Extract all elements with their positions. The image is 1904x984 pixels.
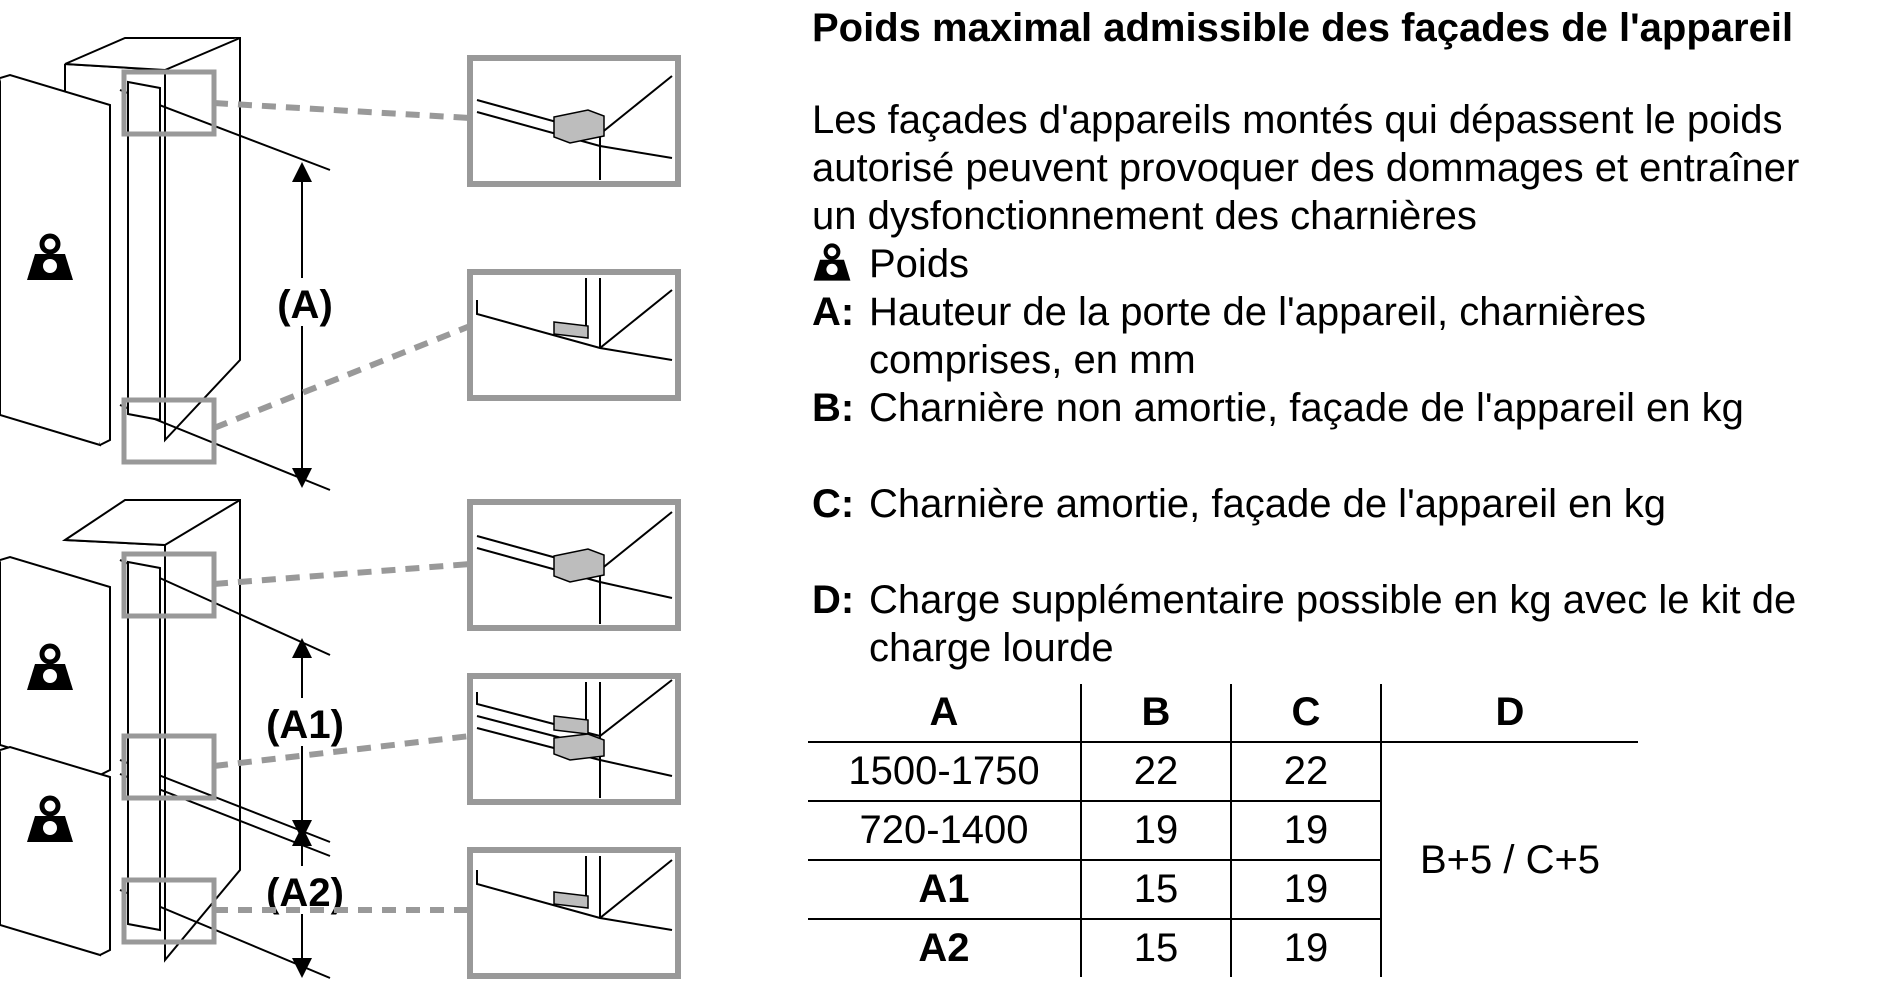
legend-weight [812,240,969,288]
legend-c-text: Charnière amortie, façade de l'appareil en kg [869,482,1666,526]
table-cell-c: 19 [1231,801,1381,860]
legend-weight-label: Poids [869,242,970,286]
table-cell-c: 19 [1231,860,1381,919]
description-line-1: Les façades d'appareils montés qui dépassent le poids [812,98,1783,142]
detail-top-hinge [470,58,678,184]
table-cell-b: 19 [1081,801,1231,860]
legend-d-key: D: [812,578,855,622]
table-cell-c: 22 [1231,742,1381,801]
legend-c-key: C: [812,482,855,526]
dimension-label-a2: (A2) [266,871,344,915]
table-cell-c: 19 [1231,919,1381,977]
table-cell-a: A2 [808,919,1081,977]
detail-bottom-hinge [470,272,678,398]
table-header-b: B [1081,684,1231,742]
table-row [808,742,1638,801]
legend-a-text-2: comprises, en mm [869,338,1196,382]
detail-lower-bottom-hinge [470,850,678,976]
legend-a [812,288,1646,384]
dimension-label-a: (A) [277,283,333,327]
table-cell-b: 22 [1081,742,1231,801]
table-cell-b: 15 [1081,860,1231,919]
table-cell-d-merged: B+5 / C+5 [1419,837,1601,882]
legend-b [812,384,1744,432]
legend-d-text-1: Charge supplémentaire possible en kg avec le kit de [869,578,1797,622]
description-line-3: un dysfonctionnement des charnières [812,194,1477,238]
detail-middle-hinge [470,676,678,802]
legend-d-text-2: charge lourde [869,626,1114,670]
table-header-c: C [1231,684,1381,742]
legend-b-key: B: [812,386,855,430]
table-header-d: D [1381,684,1638,742]
legend-a-text-1: Hauteur de la porte de l'appareil, charnières [869,290,1646,334]
detail-upper-top-hinge [470,502,678,628]
legend-a-key: A: [812,290,855,334]
legend-c [812,480,1666,528]
table-cell-a: 1500-1750 [808,742,1081,801]
legend-b-text: Charnière non amortie, façade de l'appareil en kg [869,386,1744,430]
table-cell-b: 15 [1081,919,1231,977]
weight-icon [812,243,852,283]
weight-spec-table [808,684,1638,977]
table-cell-a: 720-1400 [808,801,1081,860]
section-title: Poids maximal admissible des façades de l'appareil [812,6,1794,50]
legend-d [812,576,1796,672]
installation-diagram [0,0,800,984]
dimension-label-a1: (A1) [266,703,344,747]
table-header-row [808,684,1638,742]
table-header-a: A [808,684,1081,742]
description-line-2: autorisé peuvent provoquer des dommages et entraîner [812,146,1800,190]
table-cell-a: A1 [808,860,1081,919]
